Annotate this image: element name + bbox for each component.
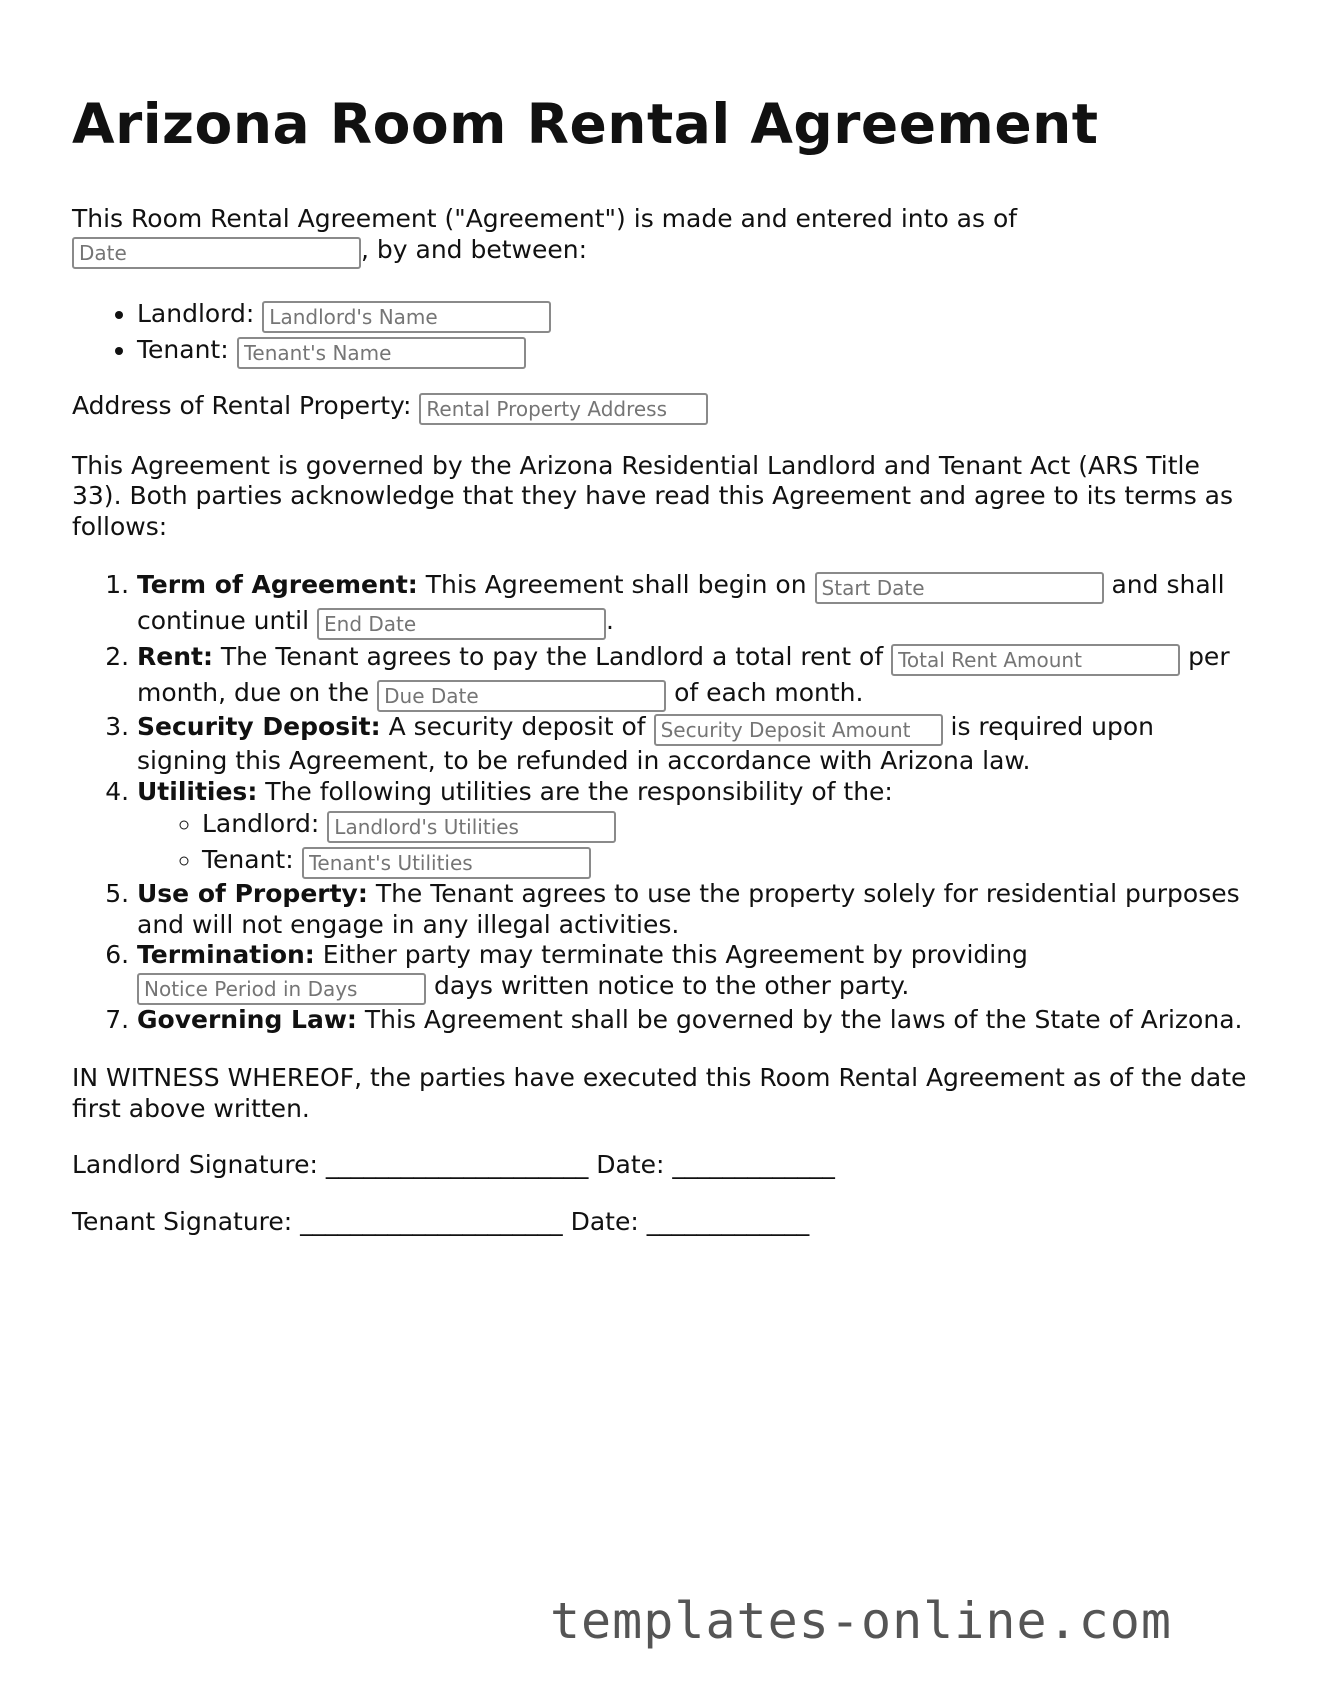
end-date-field[interactable] [317,608,606,640]
landlord-label: Landlord: [137,298,255,328]
term-heading: Term of Agreement: [137,570,418,599]
rent-item [137,640,1252,712]
rent-amount-field[interactable] [891,644,1180,676]
address-line [72,391,1252,425]
landlord-name-field[interactable] [262,301,551,333]
utilities-item [137,777,1252,880]
deposit-item [137,712,1252,777]
termination-heading: Termination: [137,940,315,969]
deposit-text-2: is required upon signing this Agreement, to be refunded in accordance with Arizona law. [137,712,1154,775]
party-tenant [137,333,1252,369]
rent-heading: Rent: [137,642,213,671]
rent-text-2: per month, due on the [137,642,1230,707]
termination-text-2: days written notice to the other party. [433,970,910,1000]
law-item [137,1005,1252,1036]
tenant-signature-line: Tenant Signature: _____________________ Date: _____________ [72,1206,810,1236]
landlord-utilities-field[interactable] [327,811,616,843]
utilities-landlord-label: Landlord: [202,809,320,838]
watermark: templates-online.com [549,1592,1172,1650]
use-text: The Tenant agrees to use the property solely for residential purposes and will not engage in any illegal activities. [137,879,1240,939]
intro-paragraph [72,204,1252,269]
document-page [72,84,1252,1263]
governed-paragraph: This Agreement is governed by the Arizona Residential Landlord and Tenant Act (ARS Title 33). Both parties acknowledge that they have read this Agreement and agree to its terms as follows: [72,450,1234,541]
use-heading: Use of Property: [137,879,368,908]
intro-text-after: , by and between: [361,234,588,264]
tenant-utilities-field[interactable] [302,847,591,879]
intro-text-before: This Room Rental Agreement ("Agreement") is made and entered into as of [72,204,1018,233]
due-date-field[interactable] [377,680,666,712]
rental-address-field[interactable] [419,393,708,425]
landlord-signature-line: Landlord Signature: _____________________ Date: _____________ [72,1150,835,1179]
deposit-text-1: A security deposit of [388,712,646,741]
witness-paragraph: IN WITNESS WHEREOF, the parties have executed this Room Rental Agreement as of the date first above written. [72,1063,1247,1123]
utilities-sublist [137,807,1252,879]
law-text: This Agreement shall be governed by the laws of the State of Arizona. [364,1004,1243,1034]
term-item [137,568,1252,640]
term-text-2: and shall continue until [137,570,1225,635]
rent-text-1: The Tenant agrees to pay the Landlord a total rent of [220,642,884,671]
utilities-text: The following utilities are the responsibility of the: [265,776,893,806]
termination-text-1: Either party may terminate this Agreement by providing [322,940,1028,969]
use-item [137,879,1252,940]
notice-period-field[interactable] [137,973,426,1005]
termination-item [137,940,1252,1005]
tenant-label: Tenant: [137,334,229,364]
tenant-name-field[interactable] [237,337,526,369]
term-text-1: This Agreement shall begin on [425,570,807,599]
terms-list [72,568,1252,1035]
deposit-heading: Security Deposit: [137,712,381,741]
utilities-tenant [202,843,1252,879]
utilities-tenant-label: Tenant: [202,845,294,874]
address-label: Address of Rental Property: [72,390,412,420]
utilities-landlord [202,807,1252,843]
term-text-3: . [606,606,614,635]
document-title: Arizona Room Rental Agreement [72,92,1099,156]
law-heading: Governing Law: [137,1004,357,1034]
utilities-heading: Utilities: [137,776,258,806]
deposit-amount-field[interactable] [654,714,943,746]
start-date-field[interactable] [815,572,1104,604]
parties-list [72,297,1252,369]
rent-text-3: of each month. [674,678,864,707]
party-landlord [137,297,1252,333]
agreement-date-field[interactable] [72,237,361,269]
